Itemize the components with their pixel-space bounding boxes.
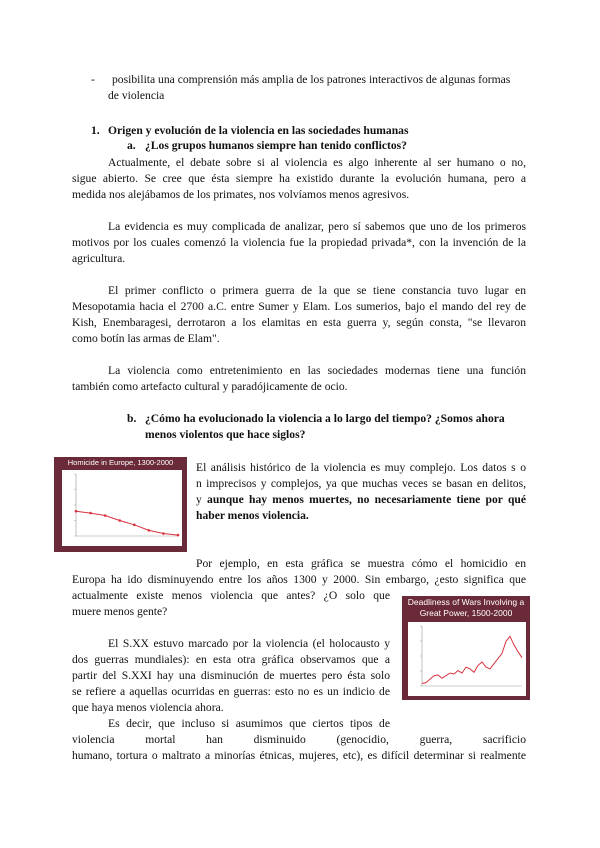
paragraph-1-line-1: Actualmente, el debate sobre si al violencia es algo inherente al ser humano o no, <box>108 156 526 169</box>
paragraph-8-line-2: violencia mortal han disminuido (genocidio, guerra, sacrificio <box>72 733 526 746</box>
paragraph-8-line-1: Es decir, que incluso si asumimos que ciertos tipos de <box>108 717 390 730</box>
section-number: 1. <box>91 124 100 137</box>
paragraph-7-line-5: que haya menos violencia ahora. <box>72 701 224 714</box>
paragraph-5-line-3 <box>196 492 526 509</box>
paragraph-2-line-2: motivos por los cuales comenzó la violencia fue la propiedad privada*, con la invención de la <box>72 236 526 249</box>
paragraph-1-line-3: medida nos alejábamos de los primates, nos volvíamos menos agresivos. <box>72 188 410 201</box>
subsection-b-heading-line-2: menos violentos que hace siglos? <box>145 428 306 441</box>
paragraph-5-line-3-bold: aunque hay menos muertes, no necesariamente tiene por qué <box>207 493 526 506</box>
paragraph-4-line-1: La violencia como entretenimiento en las sociedades modernas tiene una función <box>108 364 526 377</box>
paragraph-7-line-1: El S.XX estuvo marcado por la violencia (el holocausto y <box>108 637 390 650</box>
paragraph-6-line-3: actualmente existe menos violencia que antes? ¿O solo que <box>72 589 390 602</box>
subsection-b-letter: b. <box>127 412 137 425</box>
paragraph-5-line-2: n imprecisos y complejos, ya que muchas veces se basan en delitos, <box>196 477 526 490</box>
paragraph-7-line-4: se refiere a aquellas ocurridas en guerras: esto no es un indicio de <box>72 685 390 698</box>
paragraph-8-line-3: humano, tortura o maltrato a minorías étnicas, mujeres, etc), es difícil determinar si realmente <box>72 749 526 762</box>
paragraph-3-line-2: Mesopotamia hacia el 2700 a.C. entre Sumer y Elam. Los sumerios, bajo el mando del rey de <box>72 300 526 313</box>
paragraph-6-line-4: muere menos gente? <box>72 605 168 618</box>
paragraph-6-line-1: Por ejemplo, en esta gráfica se muestra cómo el homicidio en <box>196 557 526 570</box>
bullet-line-1: posibilita una comprensión más amplia de los patrones interactivos de algunas formas <box>112 73 511 86</box>
paragraph-6-line-2: Europa ha ido disminuyendo entre los años 1300 y 2000. Sin embargo, ¿esto significa que <box>72 573 526 586</box>
paragraph-3-line-4: como botín las armas de Elam". <box>72 332 220 345</box>
subsection-b-heading-line-1: ¿Cómo ha evolucionado la violencia a lo largo del tiempo? ¿Somos ahora <box>145 412 505 425</box>
homicide-chart-data-point <box>177 534 180 537</box>
homicide-chart-plot <box>62 470 182 546</box>
paragraph-5-line-3-plain: y <box>196 493 208 506</box>
wars-chart-plot-bg <box>408 622 526 696</box>
homicide-chart-data-point <box>133 524 136 527</box>
homicide-chart <box>54 457 187 552</box>
subsection-a-letter: a. <box>127 139 136 152</box>
paragraph-3-line-3: Kish, Enembaragesi, derrotaron a los elamitas en esta guerra y, según consta, "se llevaron <box>72 316 526 329</box>
paragraph-3-line-1: El primer conflicto o primera guerra de la que se tiene constancia tuvo lugar en <box>108 284 526 297</box>
paragraph-1-line-2: sigue abierto. Se cree que ésta siempre ha existido durante la evolución humana, pero a <box>72 172 526 185</box>
homicide-chart-data-point <box>162 532 165 535</box>
homicide-chart-data-point <box>118 519 121 522</box>
subsection-a-heading: ¿Los grupos humanos siempre han tenido conflictos? <box>145 139 407 152</box>
paragraph-5-line-4: haber menos violencia. <box>196 509 309 522</box>
paragraph-2-line-3: agricultura. <box>72 252 126 265</box>
homicide-chart-data-point <box>104 514 107 517</box>
paragraph-2-line-1: La evidencia es muy complicada de analizar, pero sí sabemos que uno de los primeros <box>108 220 526 233</box>
homicide-chart-title: Homicide in Europe, 1300-2000 <box>67 458 174 467</box>
wars-chart <box>402 596 530 700</box>
paragraph-7-line-3: partir del S.XXI hay una disminución de muertes pero ésta solo <box>72 669 390 682</box>
wars-chart-plot <box>408 622 526 696</box>
paragraph-4-line-2: también como artefacto cultural y paradójicamente de ocio. <box>72 380 348 393</box>
paragraph-5-line-1: El análisis histórico de la violencia es muy complejo. Los datos s o <box>196 461 526 474</box>
wars-chart-title: Deadliness of Wars Involving a Great Power, 1500-2000 <box>407 597 525 618</box>
paragraph-7-line-2: dos guerras mundiales): en esta otra gráfica observamos que a <box>72 653 390 666</box>
homicide-chart-data-point <box>148 529 151 532</box>
section-heading: Origen y evolución de la violencia en las sociedades humanas <box>108 124 409 137</box>
homicide-chart-data-point <box>89 512 92 515</box>
bullet-dash: - <box>91 73 95 86</box>
homicide-chart-data-point <box>75 510 78 513</box>
bullet-line-2: de violencia <box>108 89 165 102</box>
